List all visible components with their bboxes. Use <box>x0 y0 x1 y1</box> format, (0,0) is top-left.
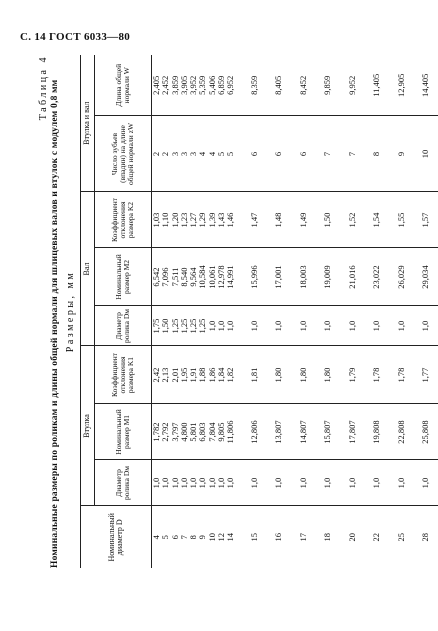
cell-nominal-size-m2: 15,996 <box>236 248 267 306</box>
cell-coefficient-k1: 1,80 <box>291 346 316 404</box>
table-row <box>389 55 414 568</box>
cell-coefficient-k1: 1,91 <box>189 346 198 404</box>
cell-roller-diameter-shaft: 1,0 <box>364 306 389 346</box>
cell-roller-diameter-shaft: 1,75 <box>152 306 162 346</box>
cell-roller-diameter-bushing: 1,0 <box>340 460 365 506</box>
table-body <box>152 55 438 568</box>
cell-coefficient-k2: 1,29 <box>198 192 207 248</box>
cell-common-normal-length-w: 9,952 <box>340 55 365 116</box>
cell-coefficient-k1: 1,80 <box>266 346 291 404</box>
cell-nominal-diameter: 10 <box>206 533 217 542</box>
cell-coefficient-k1: 1,95 <box>180 346 189 404</box>
cell-nominal-diameter: 7 <box>178 535 189 540</box>
cell-nominal-size-m2: 8,540 <box>180 248 189 306</box>
cell-coefficient-k1: 1,81 <box>236 346 267 404</box>
cell-roller-diameter-bushing: 1,0 <box>291 460 316 506</box>
cell-nominal-size-m2: 7,096 <box>161 248 170 306</box>
cell-teeth-count-zw: 6 <box>266 116 291 192</box>
cell-common-normal-length-w: 14,405 <box>413 55 438 116</box>
cell-nominal-size-m1: 1,782 <box>152 404 162 460</box>
group-header-bushing-and-shaft: Втулка и вал <box>81 55 95 192</box>
cell-coefficient-k1: 1,84 <box>217 346 226 404</box>
table-subtitle: Размеры, мм <box>65 270 76 353</box>
cell-nominal-size-m2: 23,022 <box>364 248 389 306</box>
cell-roller-diameter-shaft: 1,0 <box>340 306 365 346</box>
cell-roller-diameter-bushing: 1,0 <box>413 460 438 506</box>
cell-nominal-size-m1: 15,807 <box>315 404 340 460</box>
cell-coefficient-k2: 1,46 <box>226 192 235 248</box>
cell-nominal-size-m1: 22,808 <box>389 404 414 460</box>
cell-coefficient-k2: 1,23 <box>180 192 189 248</box>
cell-nominal-diameter: 9 <box>197 535 208 540</box>
cell-nominal-size-m2: 17,001 <box>266 248 291 306</box>
cell-coefficient-k2: 1,48 <box>266 192 291 248</box>
cell-nominal-size-m2: 18,003 <box>291 248 316 306</box>
cell-roller-diameter-shaft: 1,0 <box>291 306 316 346</box>
table-row <box>208 55 217 568</box>
cell-coefficient-k1: 1,78 <box>364 346 389 404</box>
cell-nominal-size-m2: 19,009 <box>315 248 340 306</box>
cell-roller-diameter-shaft: 1,0 <box>315 306 340 346</box>
col-header-nominal-size-m1: Номинальный размер M1 <box>95 404 152 460</box>
cell-nominal-size-m1: 13,807 <box>266 404 291 460</box>
col-header-teeth-count-zw: Число зубьев (впадин) на длине общей нормали zW <box>95 116 152 192</box>
table-row <box>364 55 389 568</box>
cell-nominal-size-m2: 7,511 <box>171 248 180 306</box>
cell-roller-diameter-shaft: 1,25 <box>180 306 189 346</box>
cell-teeth-count-zw: 4 <box>208 116 217 192</box>
cell-nominal-size-m1: 19,808 <box>364 404 389 460</box>
cell-coefficient-k2: 1,49 <box>291 192 316 248</box>
cell-nominal-size-m1: 25,808 <box>413 404 438 460</box>
cell-coefficient-k1: 1,86 <box>208 346 217 404</box>
cell-common-normal-length-w: 8,405 <box>266 55 291 116</box>
cell-common-normal-length-w: 3,859 <box>171 55 180 116</box>
cell-roller-diameter-bushing: 1,0 <box>171 460 180 506</box>
cell-teeth-count-zw: 7 <box>315 116 340 192</box>
cell-teeth-count-zw: 2 <box>161 116 170 192</box>
cell-roller-diameter-shaft: 1,0 <box>266 306 291 346</box>
cell-coefficient-k1: 1,79 <box>340 346 365 404</box>
cell-nominal-size-m1: 5,801 <box>189 404 198 460</box>
cell-coefficient-k1: 1,82 <box>226 346 235 404</box>
col-header-coefficient-k2: Коэффициент отклонения размера K2 <box>95 192 152 248</box>
cell-teeth-count-zw: 2 <box>152 116 162 192</box>
cell-common-normal-length-w: 8,452 <box>291 55 316 116</box>
table-row <box>236 55 267 568</box>
cell-nominal-diameter: 16 <box>273 533 284 542</box>
cell-nominal-size-m1: 14,807 <box>291 404 316 460</box>
col-header-common-normal-length-w: Длина общей нормали W <box>95 55 152 116</box>
cell-teeth-count-zw: 5 <box>226 116 235 192</box>
cell-coefficient-k2: 1,20 <box>171 192 180 248</box>
cell-nominal-size-m2: 21,016 <box>340 248 365 306</box>
cell-nominal-diameter: 15 <box>248 533 259 542</box>
table-row <box>171 55 180 568</box>
cell-nominal-size-m1: 9,805 <box>217 404 226 460</box>
cell-nominal-diameter: 20 <box>346 533 357 542</box>
cell-nominal-size-m1: 2,792 <box>161 404 170 460</box>
cell-common-normal-length-w: 5,406 <box>208 55 217 116</box>
cell-coefficient-k2: 1,57 <box>413 192 438 248</box>
cell-roller-diameter-shaft: 1,0 <box>413 306 438 346</box>
cell-common-normal-length-w: 3,905 <box>180 55 189 116</box>
cell-roller-diameter-shaft: 1,0 <box>226 306 235 346</box>
cell-coefficient-k1: 2,01 <box>171 346 180 404</box>
cell-nominal-size-m2: 14,991 <box>226 248 235 306</box>
cell-roller-diameter-bushing: 1,0 <box>315 460 340 506</box>
cell-coefficient-k1: 1,88 <box>198 346 207 404</box>
cell-roller-diameter-shaft: 1,50 <box>161 306 170 346</box>
cell-coefficient-k2: 1,54 <box>364 192 389 248</box>
table-row <box>340 55 365 568</box>
cell-roller-diameter-bushing: 1,0 <box>266 460 291 506</box>
cell-roller-diameter-bushing: 1,0 <box>217 460 226 506</box>
cell-roller-diameter-bushing: 1,0 <box>364 460 389 506</box>
table-row <box>161 55 170 568</box>
cell-roller-diameter-bushing: 1,0 <box>161 460 170 506</box>
table-row <box>266 55 291 568</box>
table-row <box>226 55 235 568</box>
cell-nominal-size-m1: 12,806 <box>236 404 267 460</box>
group-header-bushing: Втулка <box>81 346 95 506</box>
cell-nominal-diameter: 12 <box>216 533 227 542</box>
col-header-nominal-diameter: Номинальный диаметр D <box>81 506 152 568</box>
cell-nominal-diameter: 17 <box>297 533 308 542</box>
cell-common-normal-length-w: 12,905 <box>389 55 414 116</box>
cell-nominal-size-m1: 4,800 <box>180 404 189 460</box>
cell-coefficient-k2: 1,47 <box>236 192 267 248</box>
col-header-roller-diameter-shaft: Диаметр ролика Dм <box>95 306 152 346</box>
cell-teeth-count-zw: 9 <box>389 116 414 192</box>
cell-common-normal-length-w: 6,952 <box>226 55 235 116</box>
cell-coefficient-k1: 1,80 <box>315 346 340 404</box>
cell-coefficient-k2: 1,52 <box>340 192 365 248</box>
cell-roller-diameter-shaft: 1,0 <box>217 306 226 346</box>
cell-nominal-size-m2: 26,029 <box>389 248 414 306</box>
table-row <box>189 55 198 568</box>
cell-nominal-size-m2: 12,978 <box>217 248 226 306</box>
cell-nominal-size-m1: 6,803 <box>198 404 207 460</box>
cell-roller-diameter-bushing: 1,0 <box>208 460 217 506</box>
table-row <box>315 55 340 568</box>
cell-nominal-diameter: 14 <box>225 533 236 542</box>
cell-teeth-count-zw: 3 <box>180 116 189 192</box>
cell-teeth-count-zw: 8 <box>364 116 389 192</box>
cell-roller-diameter-bushing: 1,0 <box>152 460 162 506</box>
cell-coefficient-k1: 2,13 <box>161 346 170 404</box>
cell-nominal-diameter: 25 <box>395 533 406 542</box>
cell-nominal-diameter: 28 <box>420 533 431 542</box>
cell-coefficient-k2: 1,03 <box>152 192 162 248</box>
cell-common-normal-length-w: 5,359 <box>198 55 207 116</box>
cell-roller-diameter-bushing: 1,0 <box>236 460 267 506</box>
cell-coefficient-k2: 1,50 <box>315 192 340 248</box>
cell-roller-diameter-shaft: 1,0 <box>236 306 267 346</box>
table-row <box>291 55 316 568</box>
cell-coefficient-k1: 2,42 <box>152 346 162 404</box>
col-header-coefficient-k1: Коэффициент отклонения размера K1 <box>95 346 152 404</box>
cell-common-normal-length-w: 6,859 <box>217 55 226 116</box>
cell-common-normal-length-w: 11,405 <box>364 55 389 116</box>
cell-teeth-count-zw: 6 <box>236 116 267 192</box>
cell-roller-diameter-shaft: 1,25 <box>171 306 180 346</box>
table-label: Таблица 4 <box>38 55 49 121</box>
cell-nominal-size-m1: 7,804 <box>208 404 217 460</box>
cell-coefficient-k2: 1,39 <box>208 192 217 248</box>
cell-roller-diameter-bushing: 1,0 <box>180 460 189 506</box>
group-header-shaft: Вал <box>81 192 95 346</box>
cell-coefficient-k1: 1,77 <box>413 346 438 404</box>
cell-coefficient-k2: 1,27 <box>189 192 198 248</box>
col-header-roller-diameter-bushing: Диаметр ролика Dм <box>95 460 152 506</box>
cell-coefficient-k2: 1,10 <box>161 192 170 248</box>
table-row <box>152 55 162 568</box>
cell-teeth-count-zw: 3 <box>189 116 198 192</box>
cell-teeth-count-zw: 3 <box>171 116 180 192</box>
cell-teeth-count-zw: 10 <box>413 116 438 192</box>
cell-roller-diameter-shaft: 1,0 <box>208 306 217 346</box>
cell-nominal-size-m2: 6,542 <box>152 248 162 306</box>
cell-teeth-count-zw: 6 <box>291 116 316 192</box>
cell-nominal-size-m2: 9,564 <box>189 248 198 306</box>
table-row <box>198 55 207 568</box>
table-row <box>180 55 189 568</box>
cell-common-normal-length-w: 2,405 <box>152 55 162 116</box>
cell-coefficient-k1: 1,78 <box>389 346 414 404</box>
rotated-table-block <box>38 55 431 568</box>
cell-nominal-size-m1: 3,797 <box>171 404 180 460</box>
cell-nominal-diameter: 22 <box>371 533 382 542</box>
cell-nominal-size-m2: 29,034 <box>413 248 438 306</box>
cell-teeth-count-zw: 5 <box>217 116 226 192</box>
cell-common-normal-length-w: 8,359 <box>236 55 267 116</box>
cell-nominal-diameter: 8 <box>188 535 199 540</box>
table-row <box>413 55 438 568</box>
cell-teeth-count-zw: 7 <box>340 116 365 192</box>
cell-nominal-size-m1: 17,807 <box>340 404 365 460</box>
cell-nominal-diameter: 18 <box>322 533 333 542</box>
cell-roller-diameter-shaft: 1,25 <box>189 306 198 346</box>
cell-coefficient-k2: 1,55 <box>389 192 414 248</box>
table-row <box>217 55 226 568</box>
cell-roller-diameter-shaft: 1,0 <box>389 306 414 346</box>
cell-common-normal-length-w: 9,859 <box>315 55 340 116</box>
cell-roller-diameter-bushing: 1,0 <box>189 460 198 506</box>
cell-nominal-size-m2: 10,584 <box>198 248 207 306</box>
spline-dimensions-table <box>80 55 438 568</box>
table-title: Номинальные размеры по роликам и длины общей нормали для шлицевых валов и втулок с модулем 0,8 мм <box>50 79 60 568</box>
cell-roller-diameter-bushing: 1,0 <box>226 460 235 506</box>
cell-roller-diameter-shaft: 1,25 <box>198 306 207 346</box>
cell-common-normal-length-w: 3,952 <box>189 55 198 116</box>
cell-nominal-diameter: 4 <box>151 535 161 540</box>
cell-nominal-diameter: 5 <box>160 535 171 540</box>
cell-nominal-diameter: 6 <box>169 535 180 540</box>
page-header: С. 14 ГОСТ 6033—80 <box>20 31 131 43</box>
cell-coefficient-k2: 1,43 <box>217 192 226 248</box>
cell-nominal-size-m2: 10,061 <box>208 248 217 306</box>
cell-nominal-size-m1: 11,806 <box>226 404 235 460</box>
col-header-nominal-size-m2: Номинальный размер M2 <box>95 248 152 306</box>
cell-roller-diameter-bushing: 1,0 <box>389 460 414 506</box>
cell-common-normal-length-w: 2,452 <box>161 55 170 116</box>
cell-roller-diameter-bushing: 1,0 <box>198 460 207 506</box>
cell-teeth-count-zw: 4 <box>198 116 207 192</box>
